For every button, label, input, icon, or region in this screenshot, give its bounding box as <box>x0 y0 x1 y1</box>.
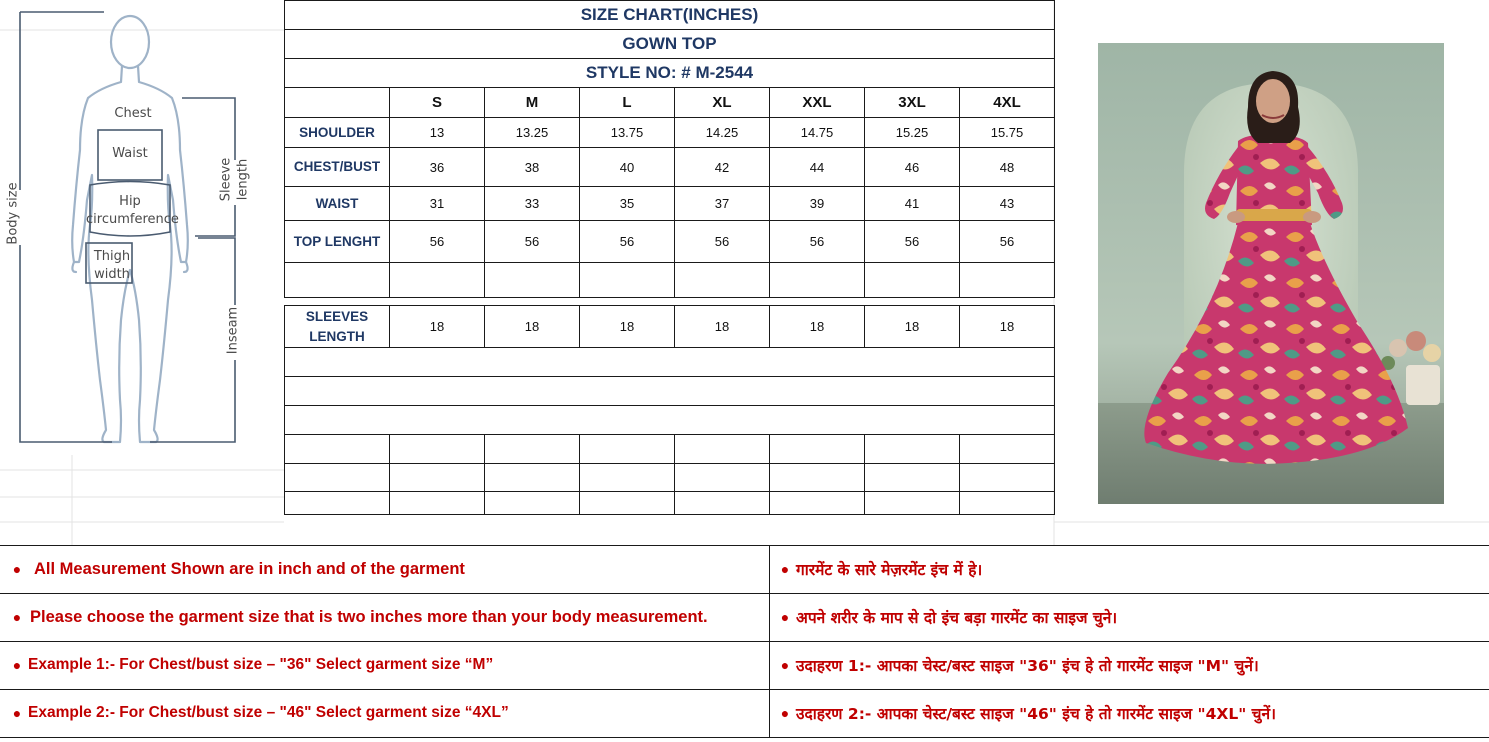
row-label-shoulder: SHOULDER <box>285 118 390 148</box>
table-cell: 18 <box>580 306 675 348</box>
row-label-chest-bust: CHEST/BUST <box>285 148 390 187</box>
table-cell: 31 <box>390 187 485 221</box>
bullet-icon: ● <box>780 705 790 721</box>
table-cell: 18 <box>485 306 580 348</box>
table-cell: 43 <box>960 187 1055 221</box>
empty-row <box>285 406 1055 435</box>
table-cell: 48 <box>960 148 1055 187</box>
table-cell: 15.25 <box>865 118 960 148</box>
table-cell: 56 <box>675 221 770 263</box>
table-row <box>285 306 1055 348</box>
table-cell: 14.25 <box>675 118 770 148</box>
table-row <box>285 148 1055 187</box>
bullet-icon: ● <box>12 705 22 721</box>
bullet-icon: ● <box>12 561 22 577</box>
instruction-hi <box>770 545 1489 593</box>
sleeves-label-line2: LENGTH <box>309 328 365 344</box>
empty-row <box>285 492 1055 515</box>
chart-subtitle: GOWN TOP <box>285 30 1055 59</box>
instruction-text: Example 2:- For Chest/bust size – "46" Select garment size “4XL” <box>28 704 509 721</box>
table-cell: 18 <box>865 306 960 348</box>
instruction-en <box>0 641 770 689</box>
bullet-icon: ● <box>780 561 790 577</box>
sleeve-label: Sleeve <box>218 157 234 202</box>
corner-cell <box>285 88 390 118</box>
table-cell: 56 <box>865 221 960 263</box>
size-chart-table <box>284 0 1055 515</box>
size-header: S <box>390 88 485 118</box>
instruction-hi <box>770 689 1489 737</box>
body-size-label: Body size <box>5 182 21 245</box>
bullet-icon: ● <box>780 657 790 673</box>
table-row <box>285 221 1055 263</box>
table-cell: 18 <box>390 306 485 348</box>
waist-label: Waist <box>112 146 148 161</box>
table-cell: 33 <box>485 187 580 221</box>
instruction-text: उदाहरण 2:- आपका चेस्ट/बस्ट साइज "46" इंच हे तो गारमेंट साइज "4XL" चुनें। <box>796 705 1276 723</box>
thigh-label: Thigh <box>93 249 131 264</box>
instruction-en <box>0 689 770 737</box>
table-row <box>285 118 1055 148</box>
table-cell: 13.75 <box>580 118 675 148</box>
table-cell: 39 <box>770 187 865 221</box>
table-cell: 44 <box>770 148 865 187</box>
table-cell: 56 <box>580 221 675 263</box>
table-cell: 18 <box>770 306 865 348</box>
size-header: M <box>485 88 580 118</box>
bullet-icon: ● <box>12 609 22 625</box>
table-cell: 56 <box>390 221 485 263</box>
table-cell: 56 <box>485 221 580 263</box>
instruction-text: गारमेंट के सारे मेज़रमेंट इंच में हे। <box>796 561 983 579</box>
body-outline-icon <box>0 0 284 545</box>
size-header: 4XL <box>960 88 1055 118</box>
spacer-row <box>285 298 1055 306</box>
table-cell: 37 <box>675 187 770 221</box>
sleeves-label-line1: SLEEVES <box>305 308 369 324</box>
body-measurement-figure <box>0 0 284 545</box>
size-header: XL <box>675 88 770 118</box>
empty-row <box>285 464 1055 492</box>
table-cell: 41 <box>865 187 960 221</box>
table-cell: 36 <box>390 148 485 187</box>
inseam-label: Inseam <box>225 306 241 355</box>
instruction-row <box>0 593 1489 642</box>
table-cell: 13 <box>390 118 485 148</box>
instruction-text: All Measurement Shown are in inch and of the garment <box>34 559 465 578</box>
row-label-waist: WAIST <box>285 187 390 221</box>
table-cell: 35 <box>580 187 675 221</box>
table-cell: 38 <box>485 148 580 187</box>
table-cell: 13.25 <box>485 118 580 148</box>
table-cell: 40 <box>580 148 675 187</box>
empty-row <box>285 263 1055 298</box>
table-cell: 14.75 <box>770 118 865 148</box>
bullet-icon: ● <box>12 657 22 673</box>
table-cell: 56 <box>770 221 865 263</box>
instruction-text: Please choose the garment size that is two inches more than your body measurement. <box>30 607 708 626</box>
instruction-text: उदाहरण 1:- आपका चेस्ट/बस्ट साइज "36" इंच हे तो गारमेंट साइज "M" चुनें। <box>796 657 1259 675</box>
table-cell: 42 <box>675 148 770 187</box>
thigh-width-label: width <box>94 267 130 282</box>
table-cell: 15.75 <box>960 118 1055 148</box>
instruction-row <box>0 641 1489 690</box>
empty-row <box>285 435 1055 464</box>
instruction-en <box>0 593 770 641</box>
instruction-text: Example 1:- For Chest/bust size – "36" Select garment size “M” <box>28 656 494 673</box>
size-header-row <box>285 88 1055 118</box>
chart-title: SIZE CHART(INCHES) <box>285 1 1055 30</box>
size-header: L <box>580 88 675 118</box>
instruction-row <box>0 689 1489 738</box>
hip-label: Hip <box>119 194 141 209</box>
bullet-icon: ● <box>780 609 790 625</box>
table-cell: 18 <box>675 306 770 348</box>
size-header: 3XL <box>865 88 960 118</box>
size-header: XXL <box>770 88 865 118</box>
table-cell: 56 <box>960 221 1055 263</box>
row-label-top-length: TOP LENGHT <box>285 221 390 263</box>
product-photo <box>1098 43 1444 504</box>
style-number: STYLE NO: # M-2544 <box>285 59 1055 88</box>
instructions-panel <box>0 545 1489 742</box>
sleeve-length-label: length <box>235 158 251 201</box>
table-row <box>285 187 1055 221</box>
empty-row <box>285 377 1055 406</box>
table-cell: 46 <box>865 148 960 187</box>
empty-row <box>285 348 1055 377</box>
hip-circumference-label: circumference <box>86 212 179 227</box>
instruction-en <box>0 545 770 593</box>
chest-label: Chest <box>114 106 152 121</box>
instruction-row <box>0 545 1489 594</box>
instruction-hi <box>770 641 1489 689</box>
instruction-hi <box>770 593 1489 641</box>
row-label-sleeves-length <box>285 306 390 348</box>
instruction-text: अपने शरीर के माप से दो इंच बड़ा गारमेंट का साइज चुने। <box>796 609 1118 627</box>
table-cell: 18 <box>960 306 1055 348</box>
